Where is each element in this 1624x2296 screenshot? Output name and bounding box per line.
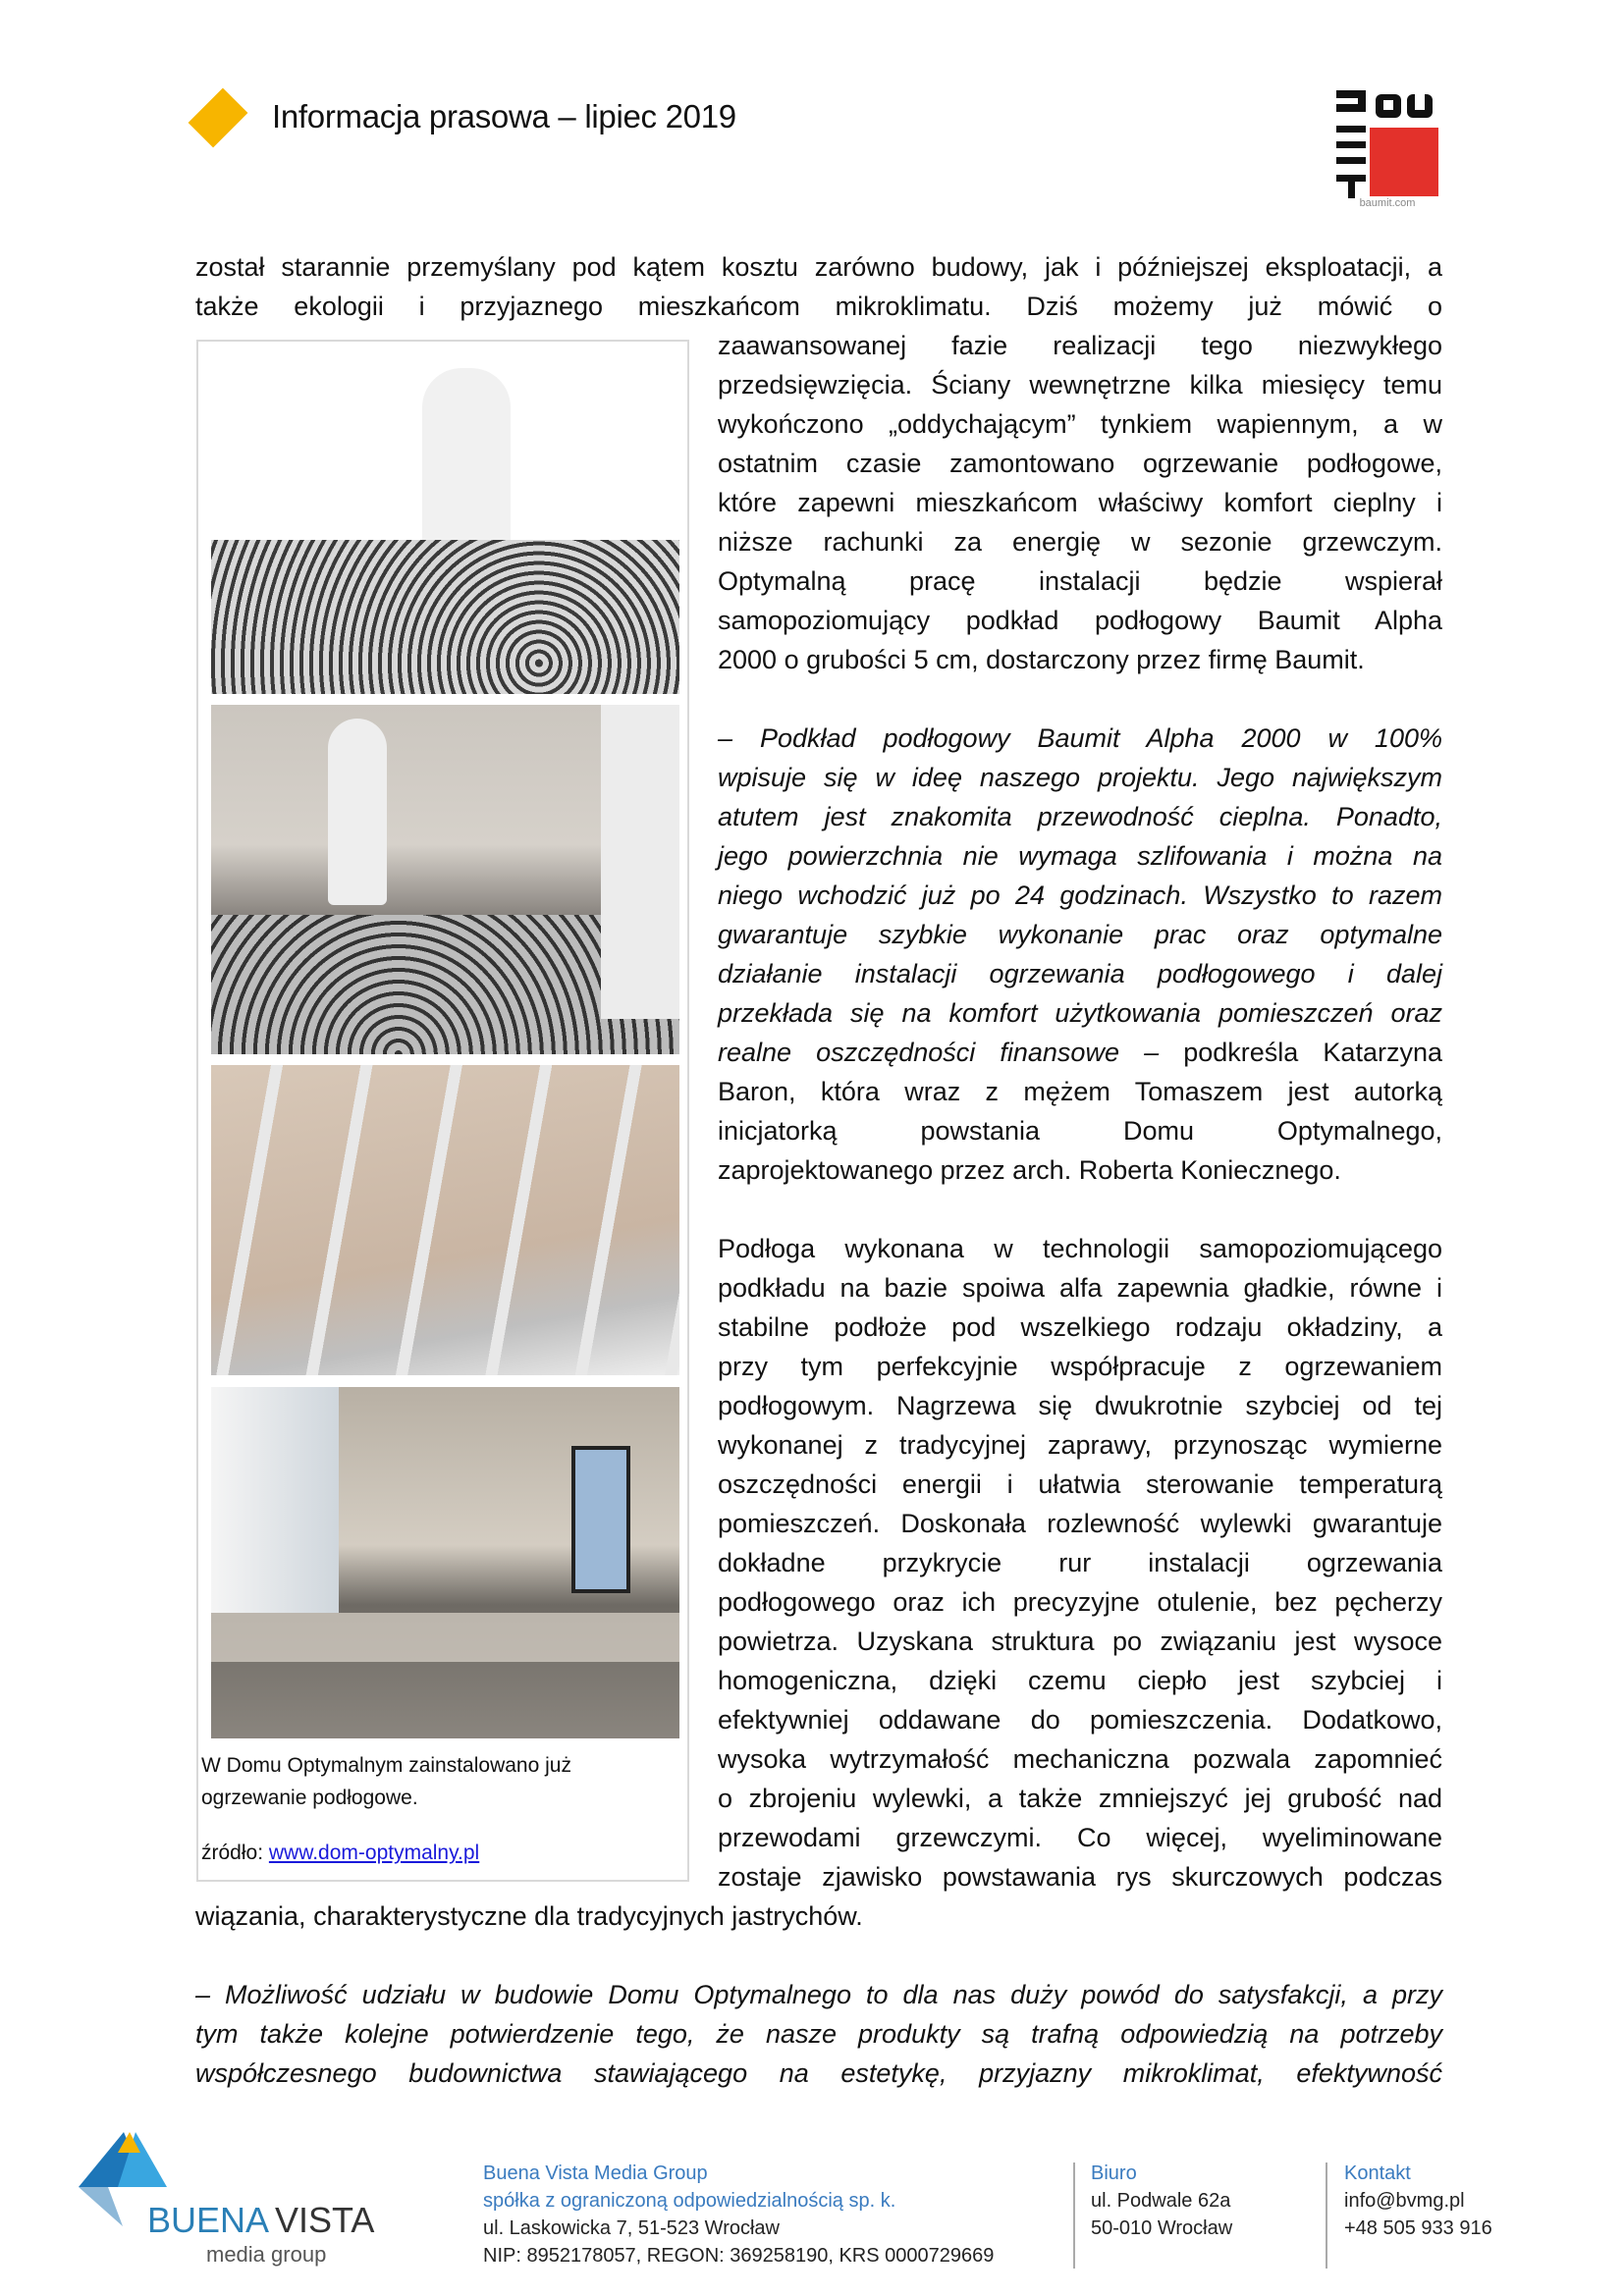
footer-divider [1073, 2163, 1075, 2269]
text-line: wykończono „oddychającym” tynkiem wapiennym, a w [718, 409, 1442, 439]
diamond-bullet-icon [189, 88, 248, 148]
footer-contact [1344, 2160, 1492, 2242]
text-line: zaprojektowanego przez arch. Roberta Koniecznego. [718, 1155, 1341, 1185]
caption-line: W Domu Optymalnym zainstalowano już [201, 1754, 571, 1777]
photo-heating-pipes-worker [211, 351, 679, 694]
text-segment: realne oszczędności finansowe – [718, 1038, 1160, 1067]
buenavista-logo [79, 2128, 417, 2271]
text-line: o zbrojeniu wylewki, a także zmniejszyć jej grubość nad [718, 1784, 1442, 1813]
figure-source [201, 1842, 479, 1865]
text-line: podkładu na bazie spoiwa alfa zapewnia gładkie, równe i [718, 1273, 1442, 1303]
text-line: pomieszczeń. Doskonała rozlewność wylewki gwarantuje [718, 1509, 1442, 1538]
contact-label: Kontakt [1344, 2163, 1411, 2184]
text-line: powietrza. Uzyskana struktura po związaniu jest wysoce [718, 1627, 1442, 1656]
footer-office [1091, 2160, 1232, 2242]
text-line: Optymalną pracę instalacji będzie wspierał [718, 566, 1442, 596]
svg-text:baumit.com: baumit.com [1359, 197, 1416, 208]
text-line [718, 1033, 1442, 1072]
photo-screed-closeup [211, 1065, 679, 1375]
text-line: przewodami grzewczymi. Co więcej, wyeliminowane [718, 1823, 1442, 1852]
text-line: zaawansowanej fazie realizacji tego niezwykłego [718, 331, 1442, 360]
company-name: Buena Vista Media Group [483, 2163, 708, 2184]
text-line: samopoziomujący podkład podłogowy Baumit Alpha [718, 606, 1442, 635]
text-line: oszczędności energii i ułatwia sterowanie temperaturą [718, 1469, 1442, 1499]
text-line: podłogowym. Nagrzewa się dwukrotnie szybciej od tej [718, 1391, 1442, 1420]
text-line: wiązania, charakterystyczne dla tradycyjnych jastrychów. [195, 1901, 863, 1931]
text-line: homogeniczna, dzięki czemu ciepło jest szybciej i [718, 1666, 1442, 1695]
text-line: wysoka wytrzymałość mechaniczna pozwala zapomnieć [718, 1744, 1442, 1774]
office-label: Biuro [1091, 2163, 1137, 2184]
text-line: ostatnim czasie zamontowano ogrzewanie podłogowe, [718, 449, 1442, 478]
svg-text:BUENA: BUENA [147, 2200, 270, 2240]
photo-pouring-screed [211, 705, 679, 1054]
text-line: podłogowego oraz ich precyzyjne otulenie, bez pęcherzy [718, 1587, 1442, 1617]
company-ids: NIP: 8952178057, REGON: 369258190, KRS 0000729669 [483, 2245, 995, 2267]
source-link[interactable]: www.dom-optymalny.pl [268, 1842, 480, 1864]
text-line: Baron, która wraz z mężem Tomaszem jest autorką [718, 1077, 1442, 1106]
baumit-logo [1336, 86, 1438, 208]
company-form: spółka z ograniczoną odpowiedzialnością sp. k. [483, 2190, 896, 2212]
text-line: Podłoga wykonana w technologii samopoziomującego [718, 1234, 1442, 1263]
text-line: wykonanej z tradycyjnej zaprawy, przynosząc wymierne [718, 1430, 1442, 1460]
svg-text:VISTA: VISTA [275, 2200, 375, 2240]
text-line: przy tym perfekcyjnie współpracuje z ogrzewaniem [718, 1352, 1442, 1381]
text-line: został starannie przemyślany pod kątem kosztu zarówno budowy, jak i późniejszej eksploatacji, a [195, 252, 1442, 282]
text-line: wpisuje się w ideę naszego projektu. Jego największym [718, 763, 1442, 792]
text-line: zostaje zjawisko powstawania rys skurczowych podczas [718, 1862, 1442, 1892]
text-line: 2000 o grubości 5 cm, dostarczony przez firmę Baumit. [718, 645, 1365, 674]
office-city: 50-010 Wrocław [1091, 2217, 1233, 2239]
footer-company [483, 2160, 994, 2269]
caption-line: ogrzewanie podłogowe. [201, 1787, 418, 1809]
text-line: działanie instalacji ogrzewania podłogowego i dalej [718, 959, 1442, 988]
contact-phone: +48 505 933 916 [1344, 2217, 1492, 2239]
footer-divider [1326, 2163, 1327, 2269]
text-line: współczesnego budownictwa stawiającego na estetykę, przyjazny mikroklimat, efektywność [195, 2058, 1442, 2088]
page-title: Informacja prasowa – lipiec 2019 [272, 98, 736, 134]
text-line: jego powierzchnia nie wymaga szlifowania i można na [718, 841, 1442, 871]
text-line: także ekologii i przyjaznego mieszkańcom mikroklimatu. Dziś możemy już mówić o [195, 292, 1442, 321]
text-line: – Możliwość udziału w budowie Domu Optymalnego to dla nas duży powód do satysfakcji, a przy [195, 1980, 1442, 2009]
text-line: gwarantuje szybkie wykonanie prac oraz optymalne [718, 920, 1442, 949]
photo-finished-floor [211, 1387, 679, 1738]
svg-text:media group: media group [206, 2242, 327, 2267]
company-address: ul. Laskowicka 7, 51-523 Wrocław [483, 2217, 780, 2239]
text-line: niego wchodzić już po 24 godzinach. Wszystko to razem [718, 881, 1442, 910]
text-line: efektywniej oddawane do pomieszczenia. Dodatkowo, [718, 1705, 1442, 1735]
photo-figure [196, 340, 689, 1882]
text-line: niższe rachunki za energię w sezonie grzewczym. [718, 527, 1442, 557]
text-line: przekłada się na komfort użytkowania pomieszczeń oraz [718, 998, 1442, 1028]
text-line: dokładne przykrycie rur instalacji ogrzewania [718, 1548, 1442, 1577]
text-line: stabilne podłoże pod wszelkiego rodzaju okładziny, a [718, 1312, 1442, 1342]
text-line: przedsięwzięcia. Ściany wewnętrzne kilka miesięcy temu [718, 370, 1442, 400]
text-line: które zapewni mieszkańcom właściwy komfort cieplny i [718, 488, 1442, 517]
text-line: – Podkład podłogowy Baumit Alpha 2000 w 100% [718, 723, 1442, 753]
text-segment: podkreśla Katarzyna [1183, 1038, 1442, 1067]
text-line: atutem jest znakomita przewodność cieplna. Ponadto, [718, 802, 1442, 831]
office-street: ul. Podwale 62a [1091, 2190, 1231, 2212]
source-label: źródło: [201, 1842, 264, 1864]
figure-caption [201, 1749, 571, 1814]
contact-email[interactable]: info@bvmg.pl [1344, 2190, 1465, 2212]
text-line: inicjatorką powstania Domu Optymalnego, [718, 1116, 1442, 1146]
text-line: tym także kolejne potwierdzenie tego, że nasze produkty są trafną odpowiedzią na potrzeby [195, 2019, 1442, 2049]
